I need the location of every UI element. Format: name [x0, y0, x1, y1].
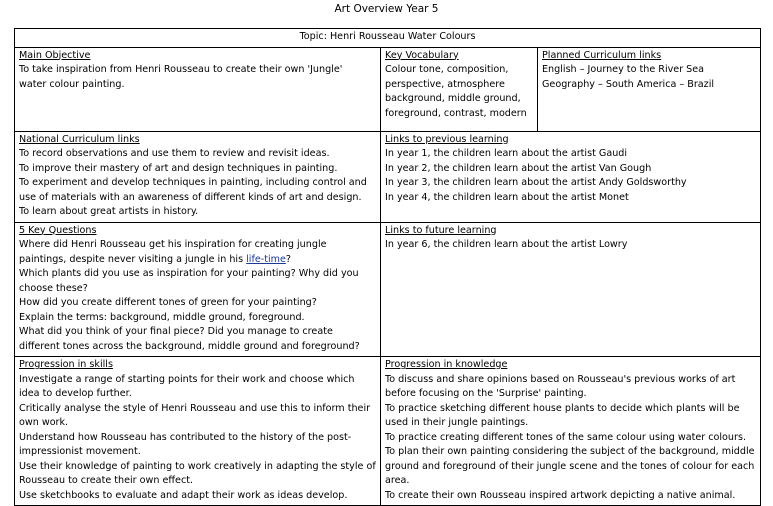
progression-knowledge-line: To practice creating different tones of the same colour using water colours. — [385, 431, 747, 443]
progression-knowledge-line: ground and foreground of their jungle scene and the tones of colour for each — [385, 460, 755, 472]
key-vocabulary-line: background, middle ground, — [385, 93, 521, 104]
progression-skills-cell — [15, 357, 381, 506]
key-questions-line: choose these? — [19, 282, 88, 294]
main-objective-line: To take inspiration from Henri Rousseau to create their own 'Jungle' — [19, 64, 343, 75]
objective-row — [15, 47, 761, 131]
progression-skills-line: Understand how Rousseau has contributed to the history of the post- — [19, 431, 352, 443]
national-curriculum-line: To learn about great artists in history. — [19, 206, 199, 217]
links-previous-line: In year 4, the children learn about the artist Monet — [385, 191, 629, 203]
progression-knowledge-line: To practice sketching different house plants to decide which plants will be — [385, 402, 740, 414]
key-questions-line: How did you create different tones of green for your painting? — [19, 297, 317, 308]
topic-row — [15, 29, 761, 48]
key-vocabulary-cell — [381, 47, 538, 131]
progression-skills-line: own work. — [19, 417, 69, 428]
national-curriculum-line: To record observations and use them to review and revisit ideas. — [19, 148, 330, 159]
links-previous-line: In year 2, the children learn about the artist Van Gough — [385, 162, 652, 174]
progression-knowledge-line: used in their jungle paintings. — [385, 417, 529, 428]
life-time-link[interactable]: life-time — [246, 253, 286, 265]
links-future-line: In year 6, the children learn about the artist Lowry — [385, 239, 628, 250]
links-previous-line: In year 1, the children learn about the artist Gaudi — [385, 148, 628, 159]
main-objective-line: water colour painting. — [19, 78, 125, 90]
key-questions-text: paintings, despite never visiting a jungle in his — [19, 253, 247, 265]
progression-skills-line: Critically analyse the style of Henri Rousseau and use this to inform their — [19, 402, 371, 414]
overview-table — [14, 28, 761, 506]
national-curriculum-line: To improve their mastery of art and design techniques in painting. — [19, 162, 338, 174]
national-curriculum-line: To experiment and develop techniques in painting, including control and — [19, 177, 367, 188]
progression-skills-line: idea to develop further. — [19, 388, 132, 399]
planned-curriculum-line: Geography – South America – Brazil — [542, 78, 715, 90]
progression-knowledge-line: before focusing on the 'Surprise' painting. — [385, 388, 587, 399]
links-future-cell — [381, 222, 761, 357]
page-title: Art Overview Year 5 — [334, 3, 439, 15]
topic-cell: Topic: Henri Rousseau Water Colours — [15, 29, 761, 48]
key-questions-cell — [15, 222, 381, 357]
planned-curriculum-line: English – Journey to the River Sea — [542, 64, 705, 75]
main-objective-heading: Main Objective — [19, 49, 91, 61]
planned-curriculum-cell — [538, 47, 761, 131]
national-curriculum-line: use of materials with an awareness of different kinds of art and design. — [19, 191, 362, 203]
key-vocabulary-line: Colour tone, composition, — [385, 64, 509, 75]
progression-knowledge-line: To create their own Rousseau inspired artwork depicting a native animal. — [385, 489, 736, 501]
progression-skills-line: impressionist movement. — [19, 446, 141, 457]
progression-knowledge-line: area. — [385, 475, 410, 486]
progression-skills-line: Use their knowledge of painting to work creatively in adapting the style of — [19, 460, 376, 472]
key-questions-line: Which plants did you use as inspiration for your painting? Why did you — [19, 268, 359, 279]
national-curriculum-cell — [15, 131, 381, 222]
key-questions-text: ? — [285, 253, 291, 265]
main-objective-cell — [15, 47, 381, 131]
links-future-heading: Links to future learning — [385, 224, 497, 236]
progression-row — [15, 357, 761, 506]
links-previous-heading: Links to previous learning — [385, 133, 509, 145]
curriculum-row — [15, 131, 761, 222]
national-curriculum-heading: National Curriculum links — [19, 133, 140, 145]
progression-knowledge-heading: Progression in knowledge — [385, 359, 508, 370]
key-questions-line — [19, 253, 376, 268]
key-questions-line: What did you think of your final piece? Did you manage to create — [19, 326, 333, 337]
key-questions-line: Explain the terms: background, middle ground, foreground. — [19, 311, 305, 323]
questions-row — [15, 222, 761, 357]
progression-skills-line: Use sketchbooks to evaluate and adapt their work as ideas develop. — [19, 489, 348, 501]
key-vocabulary-line: perspective, atmosphere — [385, 78, 505, 90]
key-vocabulary-line: foreground, contrast, modern — [385, 107, 527, 119]
progression-knowledge-cell — [381, 357, 761, 506]
links-previous-line: In year 3, the children learn about the artist Andy Goldsworthy — [385, 177, 687, 188]
progression-skills-line: Rousseau to create their own effect. — [19, 475, 194, 486]
key-questions-line: different tones across the background, middle ground and foreground? — [19, 340, 360, 352]
key-vocabulary-heading: Key Vocabulary — [385, 49, 459, 61]
progression-skills-heading: Progression in skills — [19, 359, 113, 370]
links-previous-cell — [381, 131, 761, 222]
planned-curriculum-heading: Planned Curriculum links — [542, 49, 662, 61]
progression-knowledge-line: To plan their own painting considering the subject of the background, middle — [385, 446, 755, 457]
key-questions-line: Where did Henri Rousseau get his inspiration for creating jungle — [19, 239, 327, 250]
key-questions-heading: 5 Key Questions — [19, 224, 97, 236]
progression-knowledge-line: To discuss and share opinions based on Rousseau's previous works of art — [385, 373, 736, 385]
progression-skills-line: Investigate a range of starting points for their work and choose which — [19, 373, 355, 385]
